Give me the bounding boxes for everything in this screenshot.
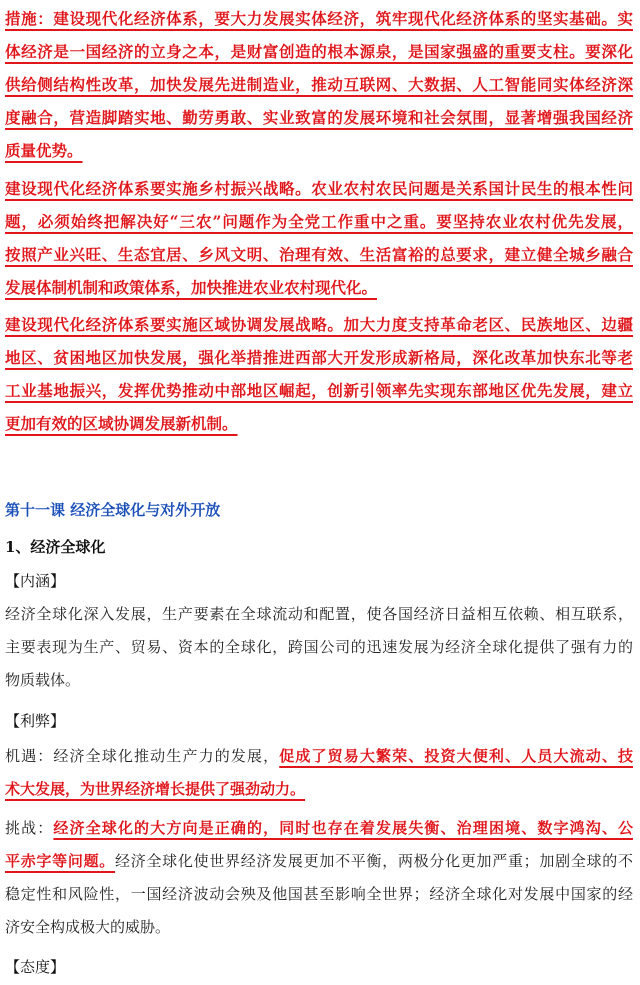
connotation-paragraph bbox=[5, 598, 633, 697]
pros-cons-tag: 【利弊】 bbox=[5, 712, 66, 730]
regional-coordination-paragraph bbox=[5, 308, 633, 440]
text-line: 体经济是一国经济的立身之本，是财富创造的根本源泉，是国家强盛的重要支柱。要深化 bbox=[5, 42, 633, 61]
opportunity-paragraph bbox=[5, 740, 633, 806]
text-line: 供给侧结构性改革，加快发展先进制造业，推动互联网、大数据、人工智能同实体经济深 bbox=[5, 75, 633, 94]
text-line: 机遇：经济全球化推动生产力的发展，促成了贸易大繁荣、投资大便利、人员大流动、技 bbox=[5, 747, 633, 765]
rural-revitalization-paragraph bbox=[5, 172, 633, 304]
text-line: 建设现代化经济体系要实施乡村振兴战略。农业农村农民问题是关系国计民生的根本性问 bbox=[5, 179, 633, 198]
connotation-tag: 【内涵】 bbox=[5, 572, 66, 590]
challenge-paragraph bbox=[5, 812, 633, 944]
text-line: 质量优势。 bbox=[5, 141, 83, 160]
text-line: 按照产业兴旺、生态宜居、乡风文明、治理有效、生活富裕的总要求，建立健全城乡融合 bbox=[5, 245, 633, 264]
section-title: 1、经济全球化 bbox=[5, 538, 106, 556]
text-line: 主要表现为生产、贸易、资本的全球化，跨国公司的迅速发展为经济全球化提供了强有力的 bbox=[5, 638, 633, 656]
text-line: 地区、贫困地区加快发展，强化举措推进西部大开发形成新格局，深化改革加快东北等老 bbox=[5, 348, 633, 367]
lesson-title: 第十一课 经济全球化与对外开放 bbox=[5, 501, 221, 519]
text-line: 题，必须始终把解决好“三农”问题作为全党工作重中之重。要坚持农业农村优先发展， bbox=[5, 212, 633, 231]
text-line: 稳定性和风险性，一国经济波动会殃及他国甚至影响全世界；经济全球化对发展中国家的经 bbox=[5, 885, 633, 903]
text-line: 建设现代化经济体系要实施区域协调发展战略。加大力度支持革命老区、民族地区、边疆 bbox=[5, 315, 633, 334]
text-line: 措施：建设现代化经济体系，要大力发展实体经济，筑牢现代化经济体系的坚实基础。实 bbox=[5, 9, 633, 28]
text-line: 工业基地振兴，发挥优势推动中部地区崛起，创新引领率先实现东部地区优先发展，建立 bbox=[5, 381, 633, 400]
text-line: 发展体制机制和政策体系，加快推进农业农村现代化。 bbox=[5, 278, 378, 297]
text-line: 平赤字等问题。经济全球化使世界经济发展更加不平衡，两极分化更加严重；加剧全球的不 bbox=[5, 852, 633, 870]
measures-paragraph bbox=[5, 2, 633, 167]
text-line: 挑战：经济全球化的大方向是正确的，同时也存在着发展失衡、治理困境、数字鸿沟、公 bbox=[5, 819, 633, 837]
text-line: 度融合，营造脚踏实地、勤劳勇敢、实业致富的发展环境和社会氛围，显著增强我国经济 bbox=[5, 108, 633, 127]
text-line: 经济全球化深入发展，生产要素在全球流动和配置，使各国经济日益相互依赖、相互联系， bbox=[5, 605, 633, 623]
text-line: 济安全构成极大的威胁。 bbox=[5, 918, 171, 936]
attitude-tag: 【态度】 bbox=[5, 958, 66, 976]
text-line: 更加有效的区域协调发展新机制。 bbox=[5, 414, 238, 433]
text-line: 物质载体。 bbox=[5, 671, 81, 689]
text-line: 术大发展，为世界经济增长提供了强劲动力。 bbox=[5, 780, 306, 798]
